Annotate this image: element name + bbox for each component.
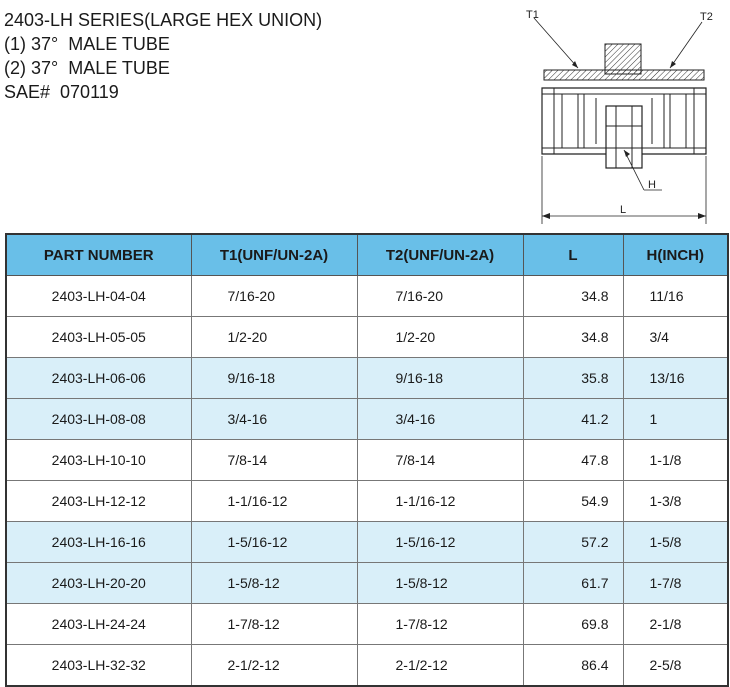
cell-part-number: 2403-LH-16-16 xyxy=(6,522,191,563)
l-label: L xyxy=(620,204,627,216)
cell-t1: 7/8-14 xyxy=(191,440,357,481)
header-t2: T2(UNF/UN-2A) xyxy=(357,234,523,276)
cell-l: 35.8 xyxy=(523,358,623,399)
t1-label: T1 xyxy=(526,9,539,21)
thread-section xyxy=(544,70,704,80)
cell-h: 1 xyxy=(623,399,728,440)
cell-part-number: 2403-LH-10-10 xyxy=(6,440,191,481)
cell-t1: 1-1/16-12 xyxy=(191,481,357,522)
t2-label: T2 xyxy=(700,11,713,23)
cell-t2: 3/4-16 xyxy=(357,399,523,440)
table-row xyxy=(6,522,728,563)
union-fitting-drawing xyxy=(520,6,730,226)
cell-h: 1-7/8 xyxy=(623,563,728,604)
table-row xyxy=(6,276,728,317)
t1-leader xyxy=(534,18,578,68)
cell-part-number: 2403-LH-04-04 xyxy=(6,276,191,317)
cell-part-number: 2403-LH-06-06 xyxy=(6,358,191,399)
cell-h: 1-3/8 xyxy=(623,481,728,522)
header-t1: T1(UNF/UN-2A) xyxy=(191,234,357,276)
cell-t1: 1-5/16-12 xyxy=(191,522,357,563)
cell-l: 69.8 xyxy=(523,604,623,645)
cell-l: 57.2 xyxy=(523,522,623,563)
sae-number: SAE# 070119 xyxy=(4,82,119,102)
cell-h: 1-1/8 xyxy=(623,440,728,481)
cell-t1: 1-5/8-12 xyxy=(191,563,357,604)
center-hex xyxy=(606,106,642,168)
cell-t1: 1-7/8-12 xyxy=(191,604,357,645)
table-body xyxy=(6,276,728,687)
table-header-row xyxy=(6,234,728,276)
cell-part-number: 2403-LH-12-12 xyxy=(6,481,191,522)
table-row xyxy=(6,440,728,481)
cell-l: 54.9 xyxy=(523,481,623,522)
cell-h: 3/4 xyxy=(623,317,728,358)
cell-t2: 7/8-14 xyxy=(357,440,523,481)
cell-t1: 1/2-20 xyxy=(191,317,357,358)
cell-t1: 3/4-16 xyxy=(191,399,357,440)
cell-l: 34.8 xyxy=(523,276,623,317)
cell-l: 86.4 xyxy=(523,645,623,687)
h-label: H xyxy=(648,179,656,191)
table-row xyxy=(6,358,728,399)
cell-part-number: 2403-LH-05-05 xyxy=(6,317,191,358)
t2-leader xyxy=(670,22,702,68)
cell-part-number: 2403-LH-08-08 xyxy=(6,399,191,440)
cell-part-number: 2403-LH-24-24 xyxy=(6,604,191,645)
cell-l: 41.2 xyxy=(523,399,623,440)
header-l: L xyxy=(523,234,623,276)
cell-t2: 1/2-20 xyxy=(357,317,523,358)
cell-t2: 1-5/16-12 xyxy=(357,522,523,563)
header-part-number: PART NUMBER xyxy=(6,234,191,276)
cell-h: 13/16 xyxy=(623,358,728,399)
cell-l: 34.8 xyxy=(523,317,623,358)
table-row xyxy=(6,645,728,687)
cell-t1: 7/16-20 xyxy=(191,276,357,317)
end-2-description: (2) 37° MALE TUBE xyxy=(4,58,170,78)
cell-l: 61.7 xyxy=(523,563,623,604)
cell-t2: 1-5/8-12 xyxy=(357,563,523,604)
cell-t1: 2-1/2-12 xyxy=(191,645,357,687)
cell-t2: 1-1/16-12 xyxy=(357,481,523,522)
cell-h: 2-5/8 xyxy=(623,645,728,687)
title-block xyxy=(4,8,322,104)
cell-t1: 9/16-18 xyxy=(191,358,357,399)
cell-t2: 7/16-20 xyxy=(357,276,523,317)
cell-h: 1-5/8 xyxy=(623,522,728,563)
header-h: H(INCH) xyxy=(623,234,728,276)
cell-l: 47.8 xyxy=(523,440,623,481)
cell-t2: 1-7/8-12 xyxy=(357,604,523,645)
table-row xyxy=(6,399,728,440)
table-row xyxy=(6,604,728,645)
cell-t2: 9/16-18 xyxy=(357,358,523,399)
cell-t2: 2-1/2-12 xyxy=(357,645,523,687)
parts-table xyxy=(5,233,729,687)
cell-part-number: 2403-LH-20-20 xyxy=(6,563,191,604)
table-row xyxy=(6,481,728,522)
end-1-description: (1) 37° MALE TUBE xyxy=(4,34,170,54)
cell-part-number: 2403-LH-32-32 xyxy=(6,645,191,687)
cell-h: 11/16 xyxy=(623,276,728,317)
table-row xyxy=(6,563,728,604)
table-row xyxy=(6,317,728,358)
series-title: 2403-LH SERIES(LARGE HEX UNION) xyxy=(4,10,323,30)
cell-h: 2-1/8 xyxy=(623,604,728,645)
